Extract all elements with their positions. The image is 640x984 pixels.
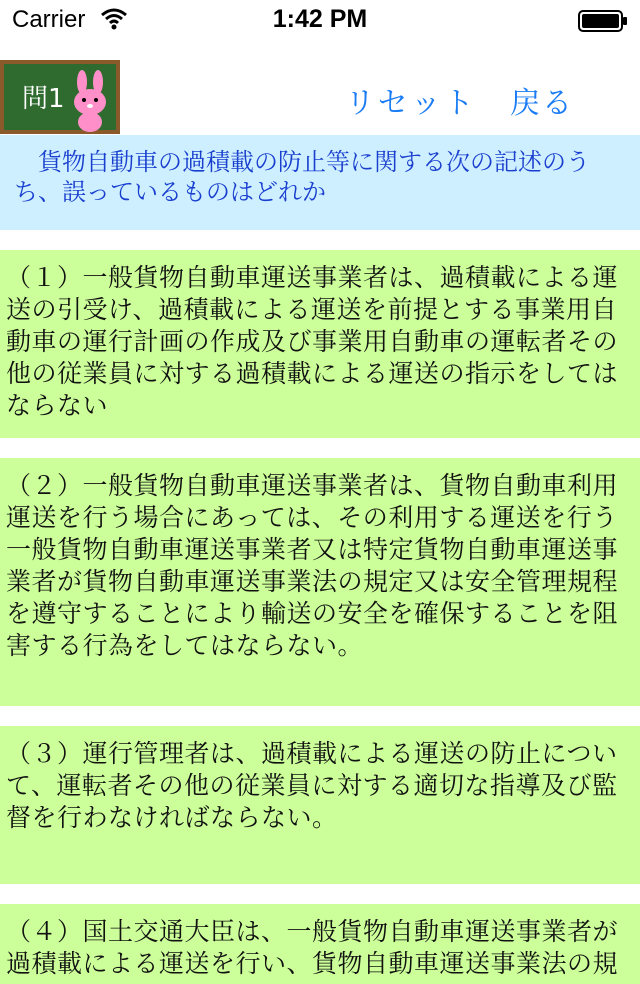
- answer-option-1[interactable]: （１）一般貨物自動車運送事業者は、過積載による運送の引受け、過積載による運送を前提とする事業用自動車の運行計画の作成及び事業用自動車の運転者その他の従業員に対する過積載による運送の指示をしてはならない: [0, 250, 640, 438]
- chalkboard-surface: [4, 64, 116, 130]
- status-time: 1:42 PM: [272, 5, 368, 33]
- carrier-label: Carrier: [12, 6, 86, 33]
- reset-button[interactable]: リセット: [345, 86, 477, 121]
- answer-option-4[interactable]: （４）国土交通大臣は、一般貨物自動車運送事業者が過積載による運送を行い、貨物自動車運送事業法の規: [0, 904, 640, 984]
- bunny-icon: [66, 70, 114, 130]
- battery-icon: [578, 10, 628, 32]
- question-number-label: 問1: [22, 84, 65, 114]
- answer-option-3[interactable]: （３）運行管理者は、過積載による運送の防止について、運転者その他の従業員に対する適切な指導及び監督を行わなければならない。: [0, 726, 640, 884]
- question-number-board: [0, 60, 120, 134]
- answer-option-2[interactable]: （２）一般貨物自動車運送事業者は、貨物自動車利用運送を行う場合にあっては、その利用する運送を行う一般貨物自動車運送事業者又は特定貨物自動車運送事業者が貨物自動車運送事業法の規定又は安全管理規程を遵守することにより輸送の安全を確保することを阻害する行為をしてはならない。: [0, 458, 640, 706]
- back-button[interactable]: 戻る: [510, 86, 574, 121]
- status-bar: [0, 0, 640, 40]
- nav-bar: [0, 40, 640, 135]
- question-text: 貨物自動車の過積載の防止等に関する次の記述のうち、誤っているものはどれか: [0, 135, 640, 230]
